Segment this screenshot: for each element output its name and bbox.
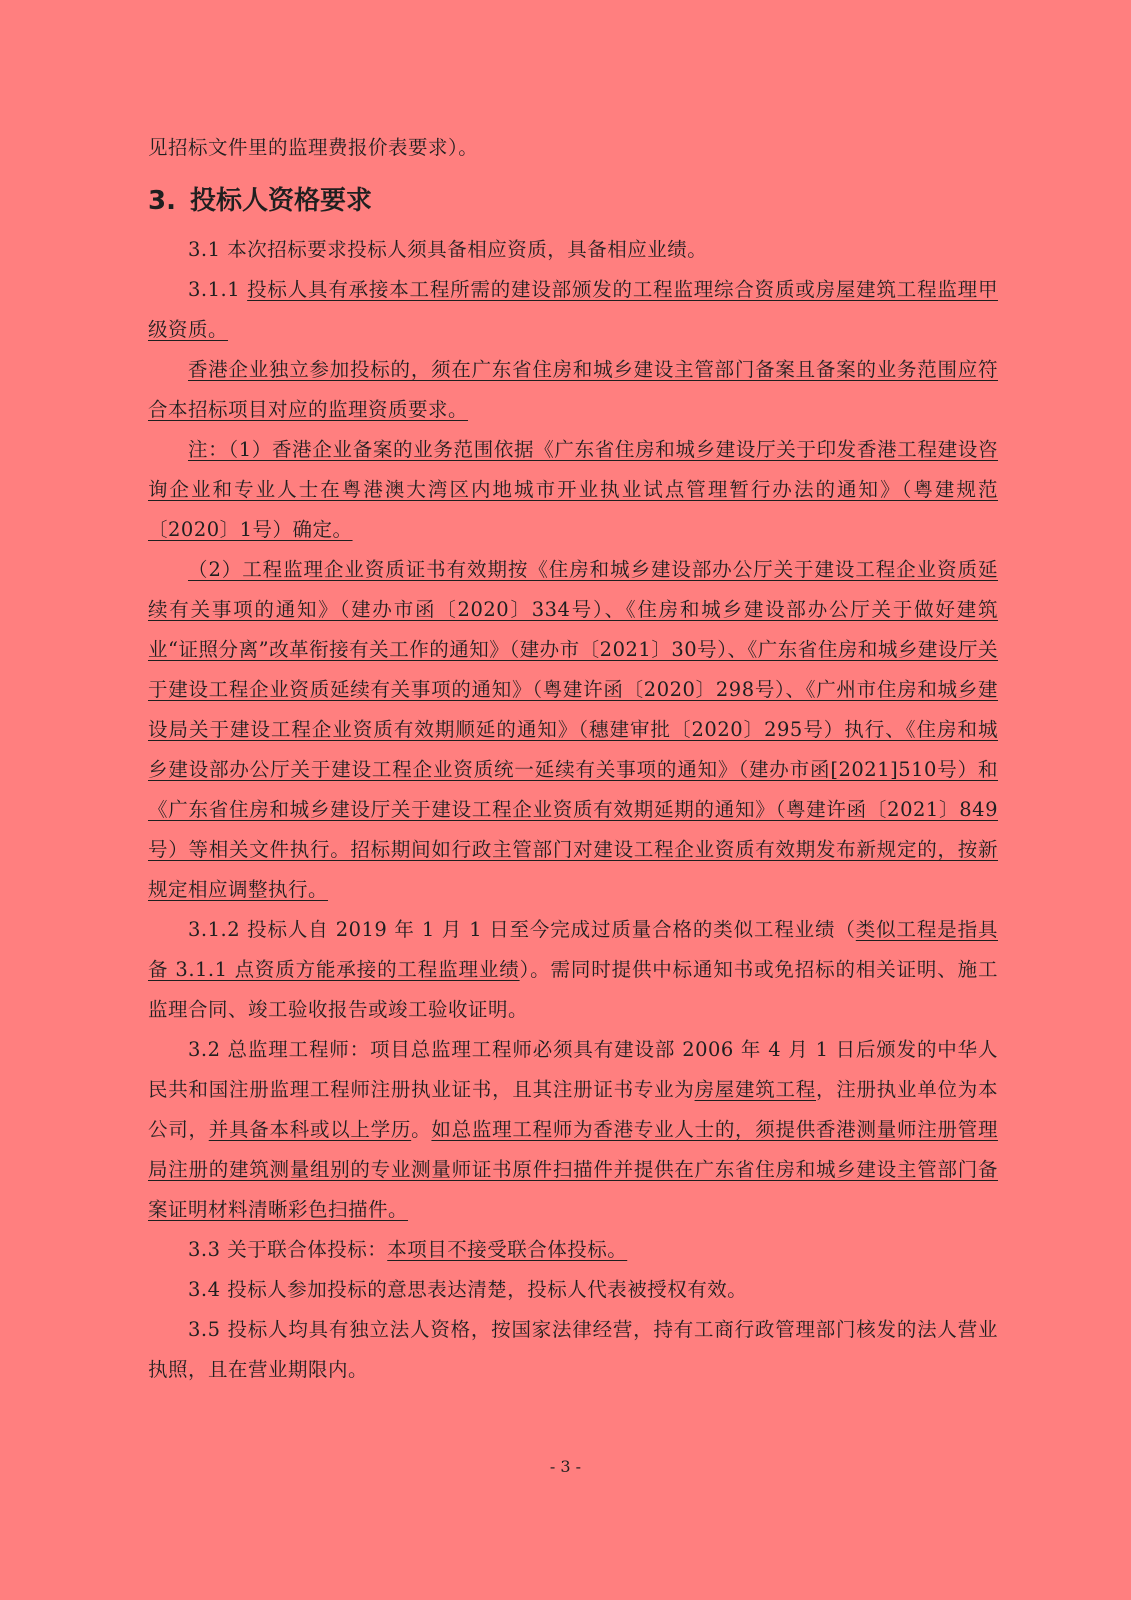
hk-director-requirement: 如总监理工程师为香港专业人士的，须提供香港测量师注册管理局注册的建筑测量组别的专业测量师证书原件扫描件并提供在广东省住房和城乡建设主管部门备案证明材料清晰彩色扫描件。 <box>148 1118 998 1221</box>
paragraph-3-1-1-text: 投标人具有承接本工程所需的建设部颁发的工程监理综合资质或房屋建筑工程监理甲级资质。 <box>148 278 998 341</box>
paragraph-3-2 <box>148 1030 998 1230</box>
paragraph-3-5: 3.5 投标人均具有独立法人资格，按国家法律经营，持有工商行政管理部门核发的法人营业执照，且在营业期限内。 <box>148 1318 998 1381</box>
paragraph-3-1-1 <box>148 270 998 350</box>
education-requirement: 并具备本科或以上学历 <box>208 1118 412 1141</box>
paragraph-3-2-middle: ，注册执业单位为本公司， <box>148 1078 998 1141</box>
note-1-text: 注：（1）香港企业备案的业务范围依据《广东省住房和城乡建设厅关于印发香港工程建设咨询企业和专业人士在粤港澳大湾区内地城市开业执业试点管理暂行办法的通知》（粤建规范〔2020〕1号）确定。 <box>148 438 998 541</box>
section-number: 3. <box>148 186 176 216</box>
registered-major: 房屋建筑工程 <box>694 1078 817 1101</box>
paragraph-3-1: 3.1 本次招标要求投标人须具备相应资质，具备相应业绩。 <box>188 238 708 261</box>
paragraph-3-2-prefix: 3.2 总监理工程师：项目总监理工程师必须具有建设部 2006 年 4 月 1 日后颁发的中华人民共和国注册监理工程师注册执业证书，且其注册证书专业为 <box>148 1038 998 1101</box>
continued-line: 见招标文件里的监理费报价表要求）。 <box>148 136 479 159</box>
paragraph-3-2-sep: 。 <box>411 1118 432 1141</box>
paragraph-3-1-1-prefix: 3.1.1 <box>188 278 248 301</box>
page-number: - 3 - <box>549 1457 582 1476</box>
document-body <box>148 128 998 1390</box>
hk-enterprise-text: 香港企业独立参加投标的，须在广东省住房和城乡建设主管部门备案且备案的业务范围应符合本招标项目对应的监理资质要求。 <box>148 358 998 421</box>
paragraph-3-3 <box>148 1230 998 1270</box>
paragraph-3-1-2 <box>148 910 998 1030</box>
section-heading <box>148 174 998 228</box>
similar-project-definition: 类似工程是指具备 3.1.1 点资质方能承接的工程监理业绩 <box>148 918 998 981</box>
paragraph-3-1-2-suffix: ）。需同时提供中标通知书或免招标的相关证明、施工监理合同、竣工验收报告或竣工验收证明。 <box>148 958 998 1021</box>
note-2-paragraph <box>148 550 998 910</box>
note-2-text: （2）工程监理企业资质证书有效期按《住房和城乡建设部办公厅关于建设工程企业资质延续有关事项的通知》（建办市函〔2020〕334号）、《住房和城乡建设部办公厅关于做好建筑业“证照分离”改革衔接有关工作的通知》（建办市〔2021〕30号）、《广东省住房和城乡建设厅关于建设工程企业资质延续有关事项的通知》（粤建许函〔2020〕298号）、《广州市住房和城乡建设局关于建设工程企业资质有效期顺延的通知》（穗建审批〔2020〕295号）执行、《住房和城乡建设部办公厅关于建设工程企业资质统一延续有关事项的通知》（建办市函[2021]510号）和《广东省住房和城乡建设厅关于建设工程企业资质有效期延期的通知》（粤建许函〔2021〕849号）等相关文件执行。招标期间如行政主管部门对建设工程企业资质有效期发布新规定的，按新规定相应调整执行。 <box>148 558 998 901</box>
paragraph-3-1-2-prefix: 3.1.2 投标人自 2019 年 1 月 1 日至今完成过质量合格的类似工程业绩（ <box>188 918 856 941</box>
consortium-statement: 本项目不接受联合体投标。 <box>387 1238 628 1261</box>
section-title: 投标人资格要求 <box>189 186 372 216</box>
paragraph-3-3-prefix: 3.3 关于联合体投标： <box>188 1238 388 1261</box>
paragraph-3-4: 3.4 投标人参加投标的意思表达清楚，投标人代表被授权有效。 <box>188 1278 748 1301</box>
hk-enterprise-paragraph <box>148 350 998 430</box>
note-1-paragraph <box>148 430 998 550</box>
